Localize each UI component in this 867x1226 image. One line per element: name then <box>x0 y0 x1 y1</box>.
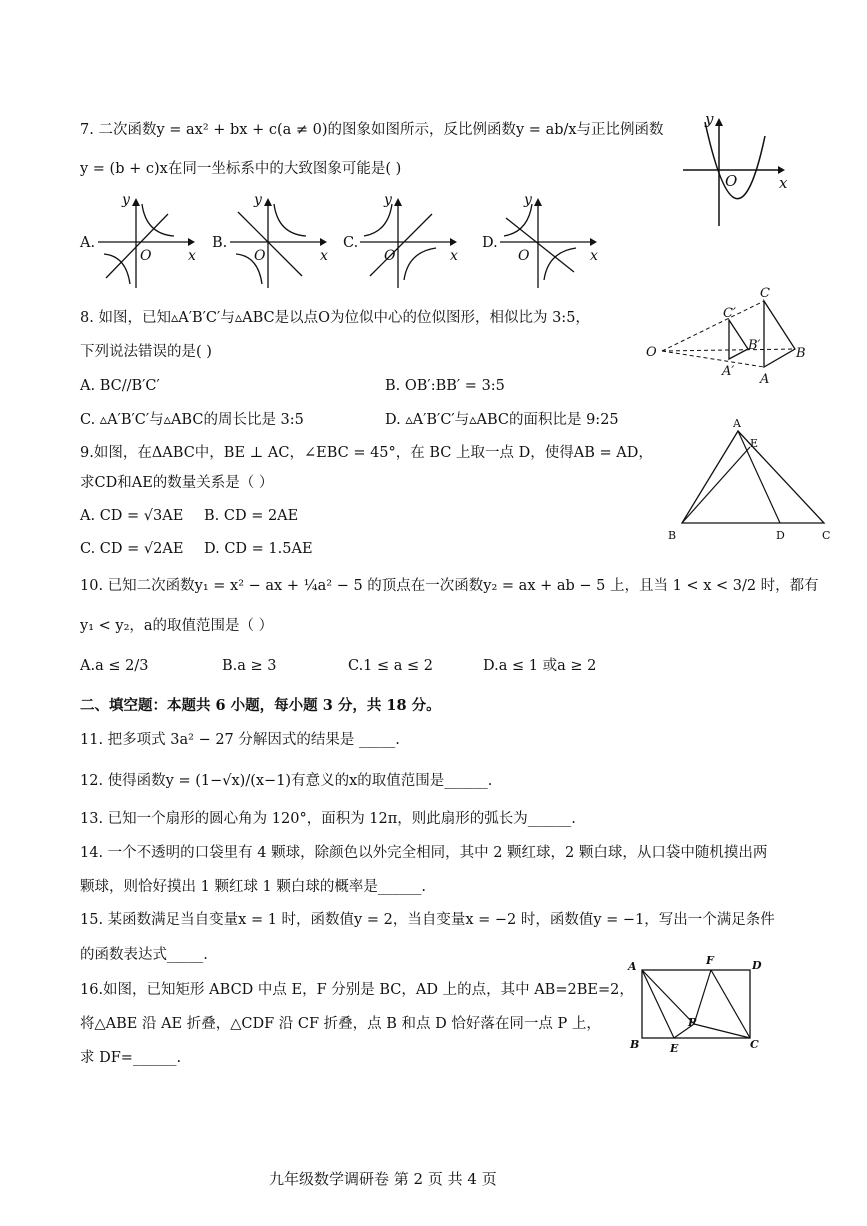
svg-text:y: y <box>254 192 262 208</box>
q8-similar-triangles-figure <box>640 285 815 390</box>
q10-line1: 10. 已知二次函数y₁ = x² − ax + ¼a² − 5 的顶点在一次函数y₂ = ax + ab − 5 上，且当 1 < x < 3/2 时，都有 <box>80 578 819 594</box>
svg-text:y: y <box>384 192 392 208</box>
page-footer: 九年级数学调研卷 第 2 页 共 4 页 <box>269 1170 497 1188</box>
q9-triangle-figure <box>660 415 840 545</box>
svg-text:O: O <box>518 248 530 264</box>
q8-option-a: A. BC//B′C′ <box>80 378 160 394</box>
q9-line1: 9.如图，在ΔABC中，BE ⊥ AC，∠EBC = 45°，在 BC 上取一点 D，使得AB = AD， <box>80 445 653 461</box>
q7-option-c-label: C. <box>343 235 359 251</box>
q15-line1: 15. 某函数满足当自变量x = 1 时，函数值y = 2，当自变量x = −2 时，函数值y = −1，写出一个满足条件 <box>80 912 775 928</box>
q7-line1: 7. 二次函数y = ax² + bx + c(a ≠ 0)的图象如图所示，反比例函数y = ab/x与正比例函数 <box>80 122 664 138</box>
svg-text:D: D <box>776 529 785 542</box>
svg-text:C: C <box>760 286 770 301</box>
q9-option-d: D. CD = 1.5AE <box>204 541 313 557</box>
svg-text:C: C <box>750 1038 759 1051</box>
svg-text:A: A <box>733 417 741 430</box>
q7-option-c-graph <box>358 192 463 292</box>
q9-option-b: B. CD = 2AE <box>204 508 299 524</box>
q7-line2: y = (b + c)x在同一坐标系中的大致图象可能是( ) <box>80 161 402 177</box>
svg-text:E: E <box>750 437 759 450</box>
q7-option-b-graph <box>228 192 333 292</box>
svg-text:x: x <box>320 248 328 264</box>
q10-option-d: D.a ≤ 1 或a ≥ 2 <box>483 658 597 674</box>
svg-text:B: B <box>668 529 677 542</box>
q8-option-b: B. OB′:BB′ = 3:5 <box>385 378 505 394</box>
q16-line3: 求 DF=______. <box>80 1050 182 1066</box>
q8-option-c: C. ▵A′B′C′与▵ABC的周长比是 3:5 <box>80 412 304 428</box>
q11: 11. 把多项式 3a² − 27 分解因式的结果是 _____. <box>80 732 400 748</box>
q7-option-a-label: A. <box>80 235 96 251</box>
q14-line1: 14. 一个不透明的口袋里有 4 颗球，除颜色以外完全相同，其中 2 颗红球，2 颗白球，从口袋中随机摸出两 <box>80 845 768 861</box>
q8-option-d: D. ▵A′B′C′与▵ABC的面积比是 9:25 <box>385 412 619 428</box>
svg-text:B: B <box>630 1038 640 1051</box>
svg-text:B′: B′ <box>748 338 761 353</box>
q7-option-d-label: D. <box>482 235 498 251</box>
svg-text:O: O <box>254 248 266 264</box>
q10-option-b: B.a ≥ 3 <box>222 658 277 674</box>
section-2-heading: 二、填空题：本题共 6 小题，每小题 3 分，共 18 分。 <box>80 697 441 714</box>
q10-option-c: C.1 ≤ a ≤ 2 <box>348 658 434 674</box>
q7-option-b-label: B. <box>212 235 228 251</box>
q10-line2: y₁ < y₂，a的取值范围是（ ） <box>80 618 274 634</box>
svg-text:O: O <box>140 248 152 264</box>
svg-text:O: O <box>384 248 396 264</box>
q8-line1: 8. 如图，已知▵A′B′C′与▵ABC是以点O为位似中心的位似图形，相似比为 3:5， <box>80 310 590 326</box>
q9-option-c: C. CD = √2AE <box>80 541 184 557</box>
svg-text:B: B <box>796 346 806 361</box>
q7-fig-y-label: y <box>705 110 714 128</box>
svg-text:P: P <box>688 1016 697 1029</box>
svg-text:C: C <box>822 529 831 542</box>
svg-text:A′: A′ <box>722 364 735 379</box>
svg-text:A: A <box>628 960 637 973</box>
svg-text:y: y <box>122 192 130 208</box>
q7-option-d-graph <box>498 192 603 292</box>
q9-option-a: A. CD = √3AE <box>80 508 184 524</box>
q10-option-a: A.a ≤ 2/3 <box>80 658 149 674</box>
q7-parabola-figure <box>675 108 795 228</box>
svg-text:E: E <box>670 1042 679 1055</box>
q14-line2: 颗球，则恰好摸出 1 颗红球 1 颗白球的概率是______. <box>80 879 426 895</box>
q13: 13. 已知一个扇形的圆心角为 120°，面积为 12π，则此扇形的弧长为______. <box>80 811 576 827</box>
q15-line2: 的函数表达式_____. <box>80 947 208 963</box>
svg-text:F: F <box>706 954 714 967</box>
svg-text:x: x <box>450 248 458 264</box>
q7-fig-x-label: x <box>779 174 788 192</box>
q7-fig-o-label: O <box>725 172 738 190</box>
q8-line2: 下列说法错误的是( ) <box>80 344 212 360</box>
svg-text:D: D <box>752 959 762 972</box>
q16-rectangle-figure <box>622 952 772 1062</box>
svg-text:x: x <box>188 248 196 264</box>
q16-line1: 16.如图，已知矩形 ABCD 中点 E，F 分别是 BC，AD 上的点，其中 AB=2BE=2， <box>80 982 634 998</box>
svg-text:y: y <box>524 192 532 208</box>
q7-option-a-graph <box>96 192 201 292</box>
q9-line2: 求CD和AE的数量关系是（ ） <box>80 475 274 491</box>
svg-text:C′: C′ <box>723 306 736 321</box>
svg-text:x: x <box>590 248 598 264</box>
q16-line2: 将△ABE 沿 AE 折叠，△CDF 沿 CF 折叠，点 B 和点 D 恰好落在同一点 P 上， <box>80 1016 601 1032</box>
svg-text:O: O <box>646 345 657 360</box>
q12: 12. 使得函数y = (1−√x)/(x−1)有意义的x的取值范围是______. <box>80 773 493 789</box>
svg-text:A: A <box>760 372 770 387</box>
